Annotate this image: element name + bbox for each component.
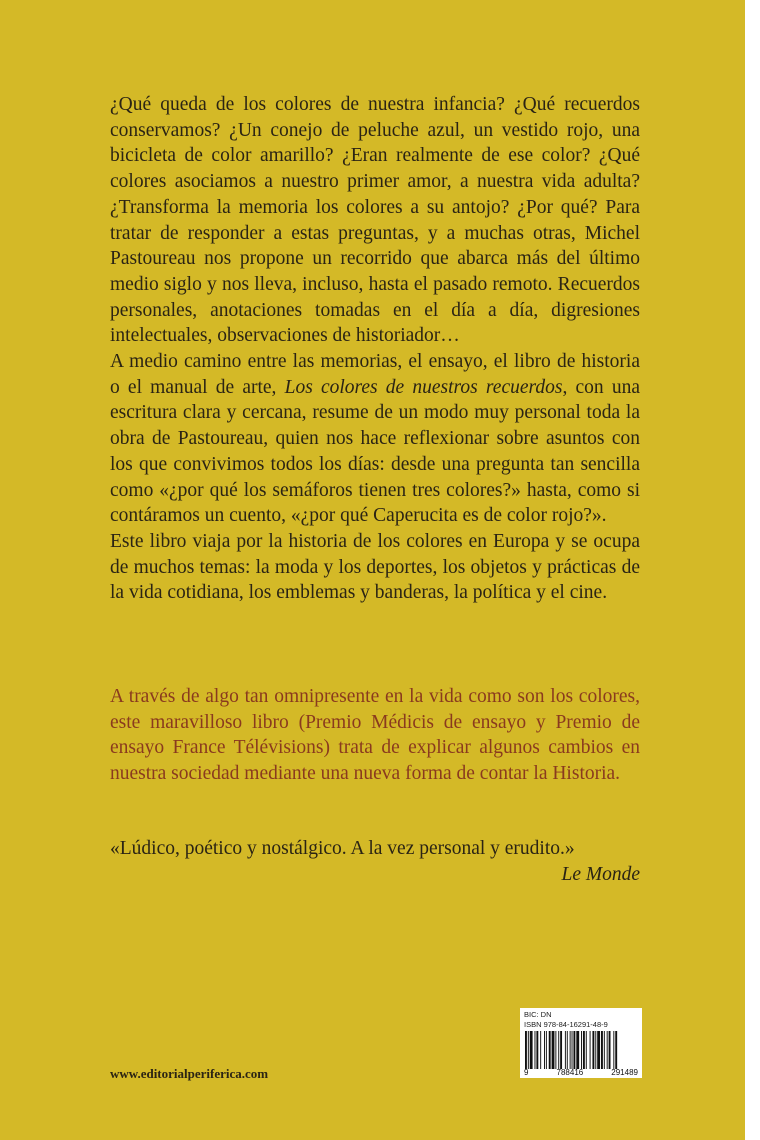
synopsis-paragraph-3: Este libro viaja por la historia de los colores en Europa y se ocupa de muchos temas: la moda y los deportes, los objetos y prácticas de la vida cotidiana, los emblemas y banderas, la política y el cine.	[110, 530, 640, 604]
bic-label: BIC: DN	[524, 1010, 552, 1019]
highlight-text	[110, 684, 640, 787]
publisher-website: www.editorialperiferica.com	[110, 1066, 269, 1081]
barcode-digits	[524, 1068, 638, 1077]
paragraph-2-end: , con una escritura clara y cercana, resume de un modo muy personal toda la obra de Pastoureau, quien nos hace reflexionar sobre asuntos con los que convivimos todos los días: desde una pregunta tan sencilla como «¿por qué los semáforos tienen tres colores?» hasta, como si contáramos un cuento, «¿por qué Caperucita es de color rojo?».	[110, 376, 641, 527]
barcode-bars	[524, 1031, 638, 1069]
highlight-paragraph: A través de algo tan omnipresente en la vida como son los colores, este maravilloso libro (Premio Médicis de ensayo y Premio de ensayo France Télévisions) trata de explicar algunos cambios en nuestra sociedad mediante una nueva forma de contar la Historia.	[110, 686, 640, 785]
book-title: Los colores de nuestros recuerdos	[284, 376, 563, 398]
synopsis-paragraph-2	[110, 349, 640, 529]
paragraph-2-start: A medio camino entre las memorias, el ensayo, el libro de historia o el manual de arte,	[110, 351, 640, 398]
barcode-digit-right: 291489	[611, 1068, 638, 1077]
synopsis-text	[110, 92, 640, 606]
review-quote	[110, 836, 640, 887]
barcode-digit-lead: 9	[524, 1068, 529, 1077]
isbn-label: ISBN 978-84-16291-48-9	[524, 1020, 608, 1029]
synopsis-paragraph-1: ¿Qué queda de los colores de nuestra infancia? ¿Qué recuerdos conservamos? ¿Un conejo de peluche azul, un vestido rojo, una bicicleta de color amarillo? ¿Eran realmente de ese color? ¿Qué colores asociamos a nuestro primer amor, a nuestra vida adulta? ¿Transforma la memoria los colores a su antojo? ¿Por qué? Para tratar de responder a estas preguntas, y a muchas otras, Michel Pastoureau nos propone un recorrido que abarca más del último medio siglo y nos lleva, incluso, hasta el pasado remoto. Recuerdos personales, anotaciones tomadas en el día a día, digresiones intelectuales, observaciones de historiador…	[110, 94, 640, 347]
quote-text: «Lúdico, poético y nostálgico. A la vez personal y erudito.»	[110, 838, 575, 859]
barcode-digit-left: 788416	[556, 1068, 584, 1077]
quote-source: Le Monde	[561, 863, 640, 885]
isbn-barcode-box	[520, 1008, 642, 1078]
